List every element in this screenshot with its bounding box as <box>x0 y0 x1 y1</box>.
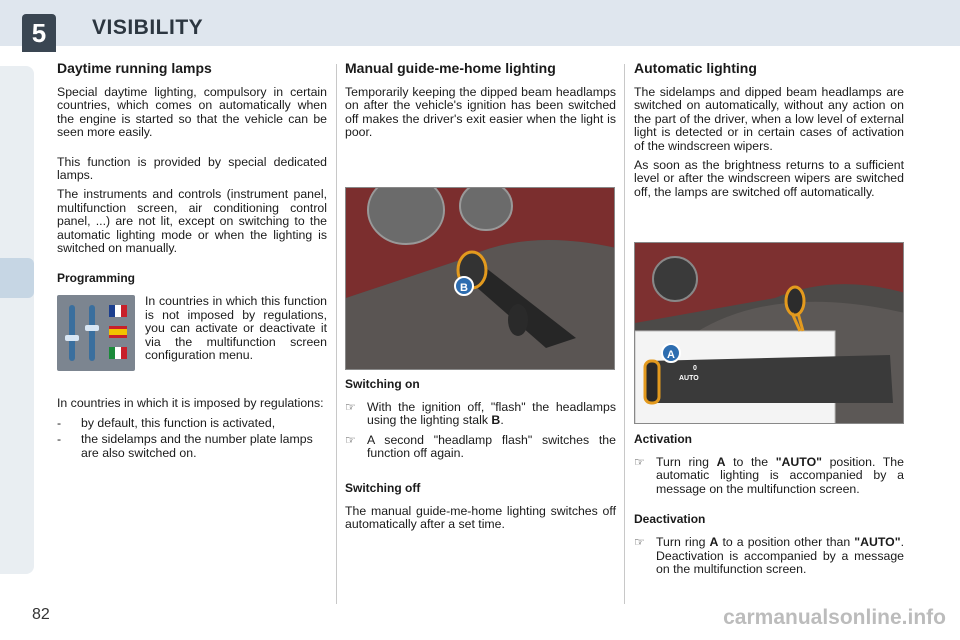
stalk-label-auto: AUTO <box>679 375 699 382</box>
pointing-hand-icon: ☞ <box>345 400 356 414</box>
activation-section <box>634 432 904 582</box>
callout-b: B <box>454 276 474 296</box>
section-title: Daytime running lamps <box>57 60 212 76</box>
watermark: carmanualsonline.info <box>723 606 946 629</box>
margin-tab-marker <box>0 258 34 298</box>
stalk-label-zero: 0 <box>693 365 697 372</box>
list-item: - the sidelamps and the number plate lamps are also switched on. <box>57 432 313 460</box>
lighting-control-photo <box>634 242 904 424</box>
flag-icon <box>109 326 127 338</box>
column-divider <box>336 64 337 604</box>
pointing-hand-icon: ☞ <box>634 455 645 469</box>
subsection-title: Programming <box>57 271 136 286</box>
pointing-hand-icon: ☞ <box>345 432 356 447</box>
chapter-title: VISIBILITY <box>92 16 204 39</box>
paragraph: As soon as the brightness returns to a sufficient level or after the windscreen wipers are switched off, the lamps are switched off automatically. <box>634 158 904 199</box>
paragraph: Special daytime lighting, compulsory in certain countries, which comes on automatically when the engine is started so that the vehicle can be seen more easily. <box>57 85 327 140</box>
paragraph: Temporarily keeping the dipped beam headlamps on after the vehicle's ignition has been switched off makes the driver's exit easier when the light is poor. <box>345 85 616 140</box>
daytime-running-lamps-section <box>57 60 327 463</box>
list-item: ☞ Turn ring A to the "AUTO" position. The automatic lighting is accompanied by a message on the multifunction screen. <box>634 455 904 496</box>
section-title: Automatic lighting <box>634 60 757 76</box>
list-item: ☞ A second "headlamp flash" switches the function off again. <box>345 432 616 461</box>
switching-section <box>345 377 616 537</box>
list-item: ☞ With the ignition off, "flash" the headlamps using the lighting stalk B. <box>345 400 616 428</box>
subsection-title: Deactivation <box>634 512 706 527</box>
flag-icon <box>109 305 127 317</box>
paragraph: This function is provided by special dedicated lamps. <box>57 154 327 183</box>
manual-guide-me-home-section <box>345 60 616 146</box>
flag-icon <box>109 347 127 359</box>
paragraph: The instruments and controls (instrument panel, multifunction screen, air conditioning control panel, ...) are not lit, except on switching to the automatic lighting mode or when the lighting is switched on manually. <box>57 187 327 256</box>
list-item: ☞ Turn ring A to a position other than "AUTO". Deactivation is accompanied by a message on the multifunction screen. <box>634 535 904 577</box>
section-title: Manual guide-me-home lighting <box>345 60 556 76</box>
configuration-menu-image <box>57 295 135 371</box>
chapter-number-badge: 5 <box>22 14 56 52</box>
subsection-title: Switching on <box>345 377 420 391</box>
paragraph: The manual guide-me-home lighting switches off automatically after a set time. <box>345 503 616 532</box>
subsection-title: Activation <box>634 432 693 446</box>
column-divider <box>624 64 625 604</box>
pointing-hand-icon: ☞ <box>634 535 645 550</box>
subsection-title: Switching off <box>345 480 421 495</box>
left-margin-strip <box>0 66 34 574</box>
callout-a: A <box>661 343 681 363</box>
paragraph: In countries in which it is imposed by regulations: <box>57 396 324 411</box>
paragraph: The sidelamps and dipped beam headlamps are switched on automatically, without any action on the part of the driver, when a low level of external light is detected or in certain cases of activation of the windscreen wipers. <box>634 85 904 153</box>
automatic-lighting-section <box>634 60 904 205</box>
page-number: 82 <box>32 606 50 623</box>
list-item: - by default, this function is activated, <box>57 415 276 430</box>
paragraph: In countries in which this function is not imposed by regulations, you can activate or deactivate it via the multifunction screen configuration menu. <box>145 294 327 363</box>
lighting-stalk-photo <box>345 187 615 370</box>
